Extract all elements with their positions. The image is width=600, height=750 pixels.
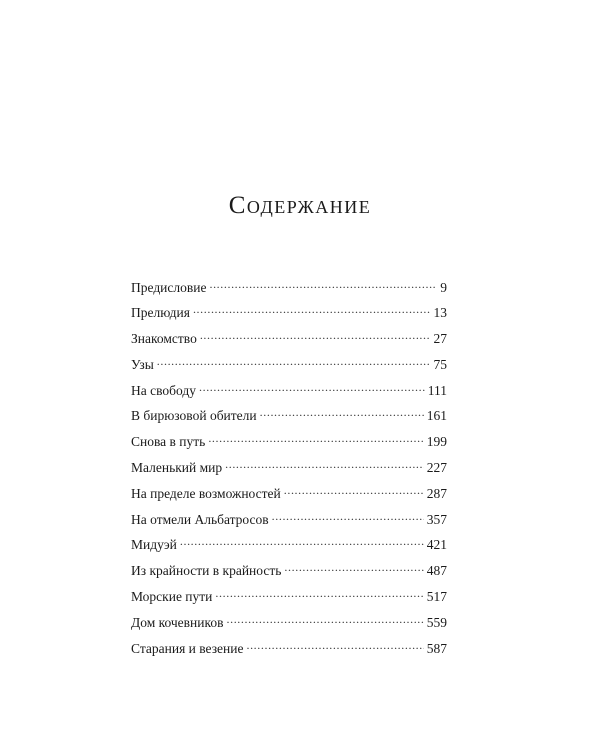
dot-leader (180, 536, 424, 550)
toc-entry-page: 517 (426, 589, 447, 605)
dot-leader (272, 510, 424, 524)
toc-entry (131, 588, 447, 614)
toc-entry-label: На пределе возможностей (131, 485, 281, 501)
dot-leader (284, 484, 424, 498)
toc-entry-label: Знакомство (131, 331, 197, 347)
toc-entry (131, 639, 447, 665)
toc-entry-page: 111 (427, 382, 447, 398)
toc-entry-page: 199 (426, 434, 447, 450)
toc-entry (131, 536, 447, 562)
toc-entry (131, 278, 447, 304)
toc-entry (131, 381, 447, 407)
toc-entry-page: 75 (433, 356, 447, 372)
toc-entry-label: Прелюдия (131, 305, 190, 321)
toc-entry-page: 227 (426, 460, 447, 476)
toc-entry-label: Узы (131, 356, 154, 372)
toc-entry-page: 487 (426, 563, 447, 579)
toc-entry (131, 330, 447, 356)
toc-entry-label: Маленький мир (131, 460, 223, 476)
toc-entry-page: 587 (426, 640, 447, 656)
toc-entry (131, 304, 447, 330)
toc-entry-page: 287 (426, 485, 447, 501)
dot-leader (227, 613, 424, 627)
toc-entry (131, 433, 447, 459)
toc-entry-label: Дом кочевников (131, 614, 224, 630)
dot-leader (208, 433, 423, 447)
dot-leader (260, 407, 424, 421)
toc-entry-label: На свободу (131, 382, 196, 398)
toc-entry (131, 355, 447, 381)
dot-leader (199, 381, 425, 395)
dot-leader (200, 330, 431, 344)
toc-entry (131, 407, 447, 433)
dot-leader (225, 459, 424, 473)
table-of-contents (131, 278, 447, 665)
toc-entry (131, 613, 447, 639)
toc-entry-label: Снова в путь (131, 434, 206, 450)
toc-entry-page: 357 (426, 511, 447, 527)
toc-entry-page: 27 (433, 331, 447, 347)
dot-leader (215, 588, 423, 602)
dot-leader (209, 278, 437, 292)
toc-entry-label: Предисловие (131, 279, 207, 295)
toc-entry (131, 459, 447, 485)
toc-entry-page: 559 (426, 614, 447, 630)
toc-entry-label: Из крайности в крайность (131, 563, 282, 579)
toc-entry (131, 562, 447, 588)
toc-entry-page: 9 (440, 279, 447, 295)
toc-entry-page: 13 (433, 305, 447, 321)
toc-entry-label: Морские пути (131, 589, 213, 605)
toc-entry-label: В бирюзовой обители (131, 408, 257, 424)
dot-leader (246, 639, 423, 653)
dot-leader (193, 304, 431, 318)
toc-entry-label: На отмели Альбатросов (131, 511, 269, 527)
page-title: Содержание (228, 192, 372, 219)
toc-entry (131, 484, 447, 510)
toc-entry-label: Мидуэй (131, 537, 177, 553)
toc-entry-page: 421 (426, 537, 447, 553)
toc-entry-page: 161 (426, 408, 447, 424)
dot-leader (157, 355, 431, 369)
toc-entry-label: Старания и везение (131, 640, 244, 656)
toc-entry (131, 510, 447, 536)
dot-leader (284, 562, 423, 576)
